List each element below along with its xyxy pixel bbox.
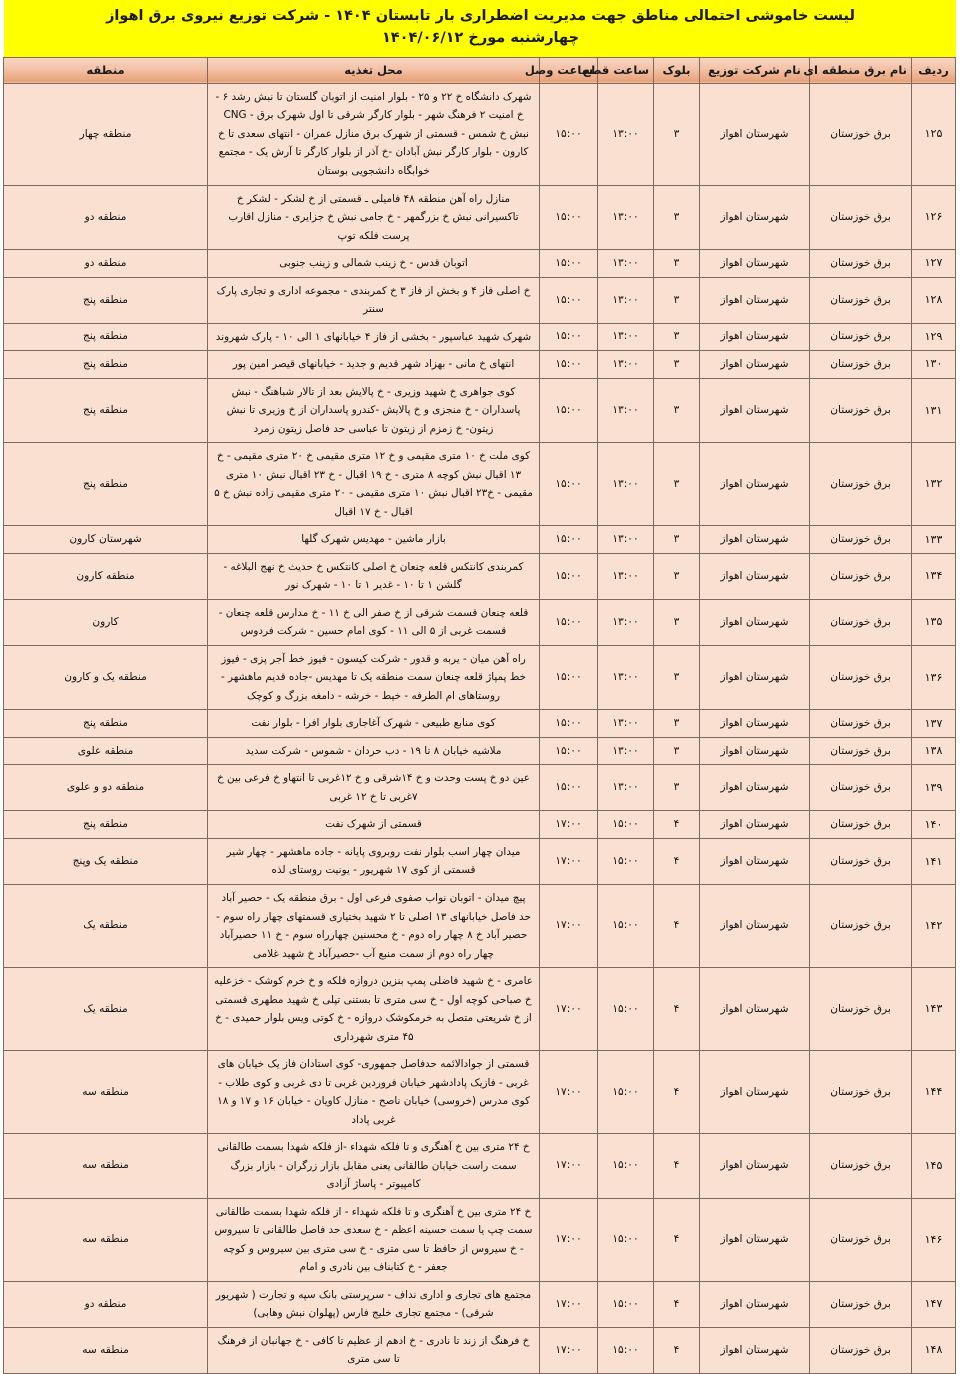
cell-zone: منطقه سه [4,1051,208,1134]
cell-regional-electric: برق خوزستان [810,277,912,323]
cell-distribution-company: شهرستان اهواز [700,968,810,1051]
cell-block: ۴ [654,1327,700,1373]
cell-row-number: ۱۳۷ [912,710,956,738]
cell-outage-end-time: ۱۵:۰۰ [540,765,598,811]
table-row [4,645,956,710]
cell-outage-start-time: ۱۵:۰۰ [598,1327,654,1373]
title-banner [4,0,956,57]
cell-block: ۴ [654,884,700,967]
cell-row-number: ۱۲۷ [912,250,956,278]
table-row [4,1281,956,1327]
cell-distribution-company: شهرستان اهواز [700,645,810,710]
cell-zone: منطقه پنج [4,811,208,839]
cell-outage-start-time: ۱۵:۰۰ [598,811,654,839]
table-row [4,1327,956,1373]
cell-row-number: ۱۴۷ [912,1281,956,1327]
cell-distribution-company: شهرستان اهواز [700,811,810,839]
cell-distribution-company: شهرستان اهواز [700,553,810,599]
cell-outage-end-time: ۱۷:۰۰ [540,1051,598,1134]
cell-regional-electric: برق خوزستان [810,737,912,765]
cell-distribution-company: شهرستان اهواز [700,1327,810,1373]
cell-feed-location: بازار ماشین - مهدیس شهرک گلها [208,526,540,554]
outage-table [3,57,956,1374]
cell-row-number: ۱۳۳ [912,526,956,554]
cell-outage-start-time: ۱۳:۰۰ [598,83,654,185]
cell-zone: کارون [4,599,208,645]
cell-block: ۳ [654,765,700,811]
cell-row-number: ۱۴۸ [912,1327,956,1373]
cell-outage-end-time: ۱۵:۰۰ [540,599,598,645]
cell-distribution-company: شهرستان اهواز [700,765,810,811]
cell-regional-electric: برق خوزستان [810,1327,912,1373]
header-row [4,57,956,83]
cell-outage-start-time: ۱۳:۰۰ [598,351,654,379]
cell-feed-location: قلعه چنعان قسمت شرقی از خ صفر الی خ ۱۱ - خ مدارس قلعه چنعان - قسمت غربی از ۵ الی ۱۱ - کوی امام حسین - شرکت فردوس [208,599,540,645]
cell-distribution-company: شهرستان اهواز [700,884,810,967]
table-row [4,765,956,811]
table-row [4,811,956,839]
cell-regional-electric: برق خوزستان [810,185,912,250]
cell-zone: منطقه یک [4,968,208,1051]
cell-feed-location: راه آهن میان - یربه و قدور - شرکت کیسون - فیوز خط آجر پزی - فیوز خط پمپاژ قلعه چنعان سمت منطقه یک تا مهدیس -جاده قدیم ماهشهر - روستاهای ام الطرفه - خیط - خرشه - دامغه بزرگ و کوچک [208,645,540,710]
cell-zone: منطقه پنج [4,443,208,526]
cell-outage-end-time: ۱۵:۰۰ [540,351,598,379]
cell-regional-electric: برق خوزستان [810,838,912,884]
table-row [4,1051,956,1134]
cell-block: ۳ [654,277,700,323]
cell-outage-start-time: ۱۵:۰۰ [598,968,654,1051]
cell-block: ۴ [654,811,700,839]
cell-block: ۳ [654,378,700,443]
cell-zone: منطقه پنج [4,351,208,379]
title-line-date: چهارشنبه مورخ ۱۴۰۴/۰۶/۱۲ [381,30,580,47]
cell-outage-start-time: ۱۳:۰۰ [598,443,654,526]
cell-outage-end-time: ۱۵:۰۰ [540,553,598,599]
cell-outage-end-time: ۱۵:۰۰ [540,378,598,443]
cell-regional-electric: برق خوزستان [810,83,912,185]
cell-zone: منطقه یک وپنج [4,838,208,884]
cell-feed-location: شهرک دانشگاه خ ۲۲ و ۲۵ - بلوار امنیت از اتوبان گلستان تا نبش رشد ۶ - خ امنیت ۲ فرهنگ شهر - بلوار کارگر شرقی تا اول شهرک برق - CNG نبش خ شمس - قسمتی از شهرک برق منازل عمران - انتهای سعدی تا خ کارون - بلوار کارگر نبش آبادان -خ آذر از بلوار کارگر تا آرش یک - مجتمع خوابگاه دانشجویی بوستان [208,83,540,185]
table-row [4,553,956,599]
cell-feed-location: میدان چهار اسب بلوار نفت روبروی پایانه - جاده ماهشهر - چهار شیر قسمتی از کوی ۱۷ شهریور - یونیت روستای لذه [208,838,540,884]
cell-regional-electric: برق خوزستان [810,323,912,351]
cell-block: ۳ [654,645,700,710]
cell-block: ۳ [654,737,700,765]
cell-row-number: ۱۳۱ [912,378,956,443]
column-header-zone: منطقه [4,57,208,83]
cell-outage-end-time: ۱۵:۰۰ [540,443,598,526]
cell-block: ۳ [654,443,700,526]
cell-distribution-company: شهرستان اهواز [700,710,810,738]
column-header-outage-start-time: ساعت قطع [598,57,654,83]
cell-block: ۳ [654,250,700,278]
table-row [4,443,956,526]
cell-row-number: ۱۳۵ [912,599,956,645]
cell-outage-start-time: ۱۵:۰۰ [598,1198,654,1281]
table-row [4,1134,956,1199]
cell-distribution-company: شهرستان اهواز [700,737,810,765]
cell-zone: منطقه دو [4,185,208,250]
cell-distribution-company: شهرستان اهواز [700,250,810,278]
cell-outage-start-time: ۱۵:۰۰ [598,884,654,967]
cell-feed-location: خ ۲۴ متری بین خ آهنگری و تا فلکه شهداء - از فلکه شهدا بسمت طالقانی سمت چپ یا سمت حسینه اعظم - خ سعدی حد فاصل طالقانی تا سیروس - خ سیروس از حافظ تا سی متری - خ سی متری بین سیروس و کوچه جعفر - خ کتابناف بین نادری و امام [208,1198,540,1281]
cell-distribution-company: شهرستان اهواز [700,83,810,185]
cell-feed-location: خ فرهنگ از زند تا نادری - خ ادهم از عظیم تا کافی - خ جهانبان از فرهنگ تا سی متری [208,1327,540,1373]
cell-feed-location: عین دو خ پست وحدت و خ ۱۴شرقی و خ ۱۲غربی تا انتهاو خ فرعی بین خ ۷غربی تا خ ۱۲ غربی [208,765,540,811]
cell-row-number: ۱۲۹ [912,323,956,351]
cell-row-number: ۱۴۴ [912,1051,956,1134]
cell-zone: منطقه پنج [4,378,208,443]
cell-outage-start-time: ۱۳:۰۰ [598,277,654,323]
cell-block: ۴ [654,838,700,884]
cell-block: ۴ [654,1134,700,1199]
cell-zone: منطقه دو [4,250,208,278]
table-row [4,185,956,250]
cell-feed-location: خ اصلی فاز ۴ و بخش از فاز ۳ خ کمربندی - مجموعه اداری و تجاری پارک سنتر [208,277,540,323]
cell-regional-electric: برق خوزستان [810,526,912,554]
cell-outage-start-time: ۱۳:۰۰ [598,765,654,811]
cell-distribution-company: شهرستان اهواز [700,378,810,443]
cell-outage-end-time: ۱۵:۰۰ [540,710,598,738]
cell-outage-end-time: ۱۷:۰۰ [540,1134,598,1199]
cell-zone: شهرستان کارون [4,526,208,554]
cell-zone: منطقه پنج [4,710,208,738]
cell-regional-electric: برق خوزستان [810,1134,912,1199]
cell-row-number: ۱۳۲ [912,443,956,526]
cell-regional-electric: برق خوزستان [810,645,912,710]
cell-outage-start-time: ۱۵:۰۰ [598,838,654,884]
cell-block: ۳ [654,599,700,645]
cell-distribution-company: شهرستان اهواز [700,443,810,526]
cell-block: ۳ [654,553,700,599]
cell-feed-location: اتوبان قدس - خ زینب شمالی و زینب جنوبی [208,250,540,278]
cell-outage-start-time: ۱۳:۰۰ [598,737,654,765]
table-row [4,526,956,554]
cell-row-number: ۱۴۵ [912,1134,956,1199]
cell-outage-end-time: ۱۵:۰۰ [540,83,598,185]
cell-regional-electric: برق خوزستان [810,599,912,645]
cell-feed-location: شهرک شهید عباسپور - بخشی از فاز ۴ خیابانهای ۱ الی ۱۰ - پارک شهروند [208,323,540,351]
cell-outage-end-time: ۱۷:۰۰ [540,1327,598,1373]
cell-outage-end-time: ۱۵:۰۰ [540,645,598,710]
cell-zone: منطقه سه [4,1134,208,1199]
cell-block: ۴ [654,1281,700,1327]
cell-block: ۴ [654,1051,700,1134]
cell-feed-location: کوی منابع طبیعی - شهرک آغاجاری بلوار افرا - بلوار نفت [208,710,540,738]
cell-block: ۳ [654,83,700,185]
cell-row-number: ۱۳۶ [912,645,956,710]
column-header-row-number: ردیف [912,57,956,83]
cell-outage-end-time: ۱۵:۰۰ [540,185,598,250]
cell-feed-location: عامری - خ شهید فاضلی پمپ بنزین دروازه فلکه و خ خرم کوشک - خزعلیه خ صباحی کوچه اول - خ سی متری تا بستنی تپلی خ شهید مطهری قسمتی از خ شریعتی متصل به خرمکوشک دروازه - خ کوتی ویس بلوار حمیدی - خ ۴۵ متری شهرداری [208,968,540,1051]
cell-block: ۳ [654,323,700,351]
cell-zone: منطقه سه [4,1198,208,1281]
cell-distribution-company: شهرستان اهواز [700,1051,810,1134]
table-row [4,1198,956,1281]
cell-row-number: ۱۲۶ [912,185,956,250]
title-line-main: لیست خاموشی احتمالی مناطق جهت مدیریت اضطراری بار تابستان ۱۴۰۴ - شرکت توزیع نیروی برق اهواز [106,8,855,24]
cell-regional-electric: برق خوزستان [810,351,912,379]
cell-regional-electric: برق خوزستان [810,1281,912,1327]
column-header-block: بلوک [654,57,700,83]
cell-outage-start-time: ۱۳:۰۰ [598,185,654,250]
cell-block: ۳ [654,710,700,738]
cell-distribution-company: شهرستان اهواز [700,1198,810,1281]
cell-zone: منطقه دو و علوی [4,765,208,811]
column-header-distribution-company: نام شرکت توزیع [700,57,810,83]
cell-outage-end-time: ۱۷:۰۰ [540,838,598,884]
cell-row-number: ۱۴۲ [912,884,956,967]
table-row [4,323,956,351]
cell-feed-location: ملاشیه خیابان ۸ تا ۱۹ - دب حردان - شموس - شرکت سدید [208,737,540,765]
cell-row-number: ۱۳۰ [912,351,956,379]
column-header-outage-end-time: ساعت وصل [540,57,598,83]
table-body [4,83,956,1373]
cell-feed-location: خ ۲۴ متری بین خ آهنگری و تا فلکه شهداء -از فلکه شهدا بسمت طالقانی سمت راست خیابان طالقانی یعنی مقابل بازار زرگران - بازار بزرگ کامپیوتر - پاساژ آزادی [208,1134,540,1199]
cell-distribution-company: شهرستان اهواز [700,838,810,884]
cell-outage-start-time: ۱۳:۰۰ [598,526,654,554]
cell-zone: منطقه چهار [4,83,208,185]
cell-row-number: ۱۴۶ [912,1198,956,1281]
cell-outage-end-time: ۱۷:۰۰ [540,968,598,1051]
cell-distribution-company: شهرستان اهواز [700,1134,810,1199]
cell-block: ۳ [654,351,700,379]
cell-regional-electric: برق خوزستان [810,765,912,811]
cell-distribution-company: شهرستان اهواز [700,351,810,379]
cell-outage-start-time: ۱۳:۰۰ [598,323,654,351]
cell-feed-location: کوی ملت خ ۱۰ متری مقیمی و خ ۱۲ متری مقیمی خ ۲۰ متری مقیمی - خ ۱۳ اقبال نبش کوچه ۸ متری - خ ۱۹ اقبال - خ ۲۳ اقبال نبش ۱۰ متری مقیمی - خ۲۳ اقبال نبش ۱۰ متری مقیمی - ۲۰ متری مقیمی زاده نبش خ ۵ اقبال - خ ۱۷ اقبال [208,443,540,526]
cell-regional-electric: برق خوزستان [810,1198,912,1281]
cell-outage-start-time: ۱۳:۰۰ [598,710,654,738]
cell-outage-end-time: ۱۷:۰۰ [540,811,598,839]
cell-zone: منطقه یک و کارون [4,645,208,710]
cell-outage-start-time: ۱۵:۰۰ [598,1134,654,1199]
cell-zone: منطقه پنج [4,277,208,323]
cell-regional-electric: برق خوزستان [810,250,912,278]
cell-row-number: ۱۲۸ [912,277,956,323]
table-header [4,57,956,83]
column-header-regional-electric: نام برق منطقه ای [810,57,912,83]
table-row [4,737,956,765]
cell-row-number: ۱۳۹ [912,765,956,811]
cell-outage-start-time: ۱۳:۰۰ [598,250,654,278]
cell-outage-start-time: ۱۳:۰۰ [598,378,654,443]
cell-row-number: ۱۳۸ [912,737,956,765]
cell-zone: منطقه سه [4,1327,208,1373]
cell-outage-end-time: ۱۷:۰۰ [540,1198,598,1281]
cell-distribution-company: شهرستان اهواز [700,277,810,323]
cell-row-number: ۱۴۱ [912,838,956,884]
cell-feed-location: مجتمع های تجاری و اداری نداف - سرپرستی بانک سپه و تجارت ( شهریور شرقی) - مجتمع تجاری خلیج فارس (پهلوان نبش وهابی) [208,1281,540,1327]
table-row [4,710,956,738]
cell-row-number: ۱۳۴ [912,553,956,599]
cell-regional-electric: برق خوزستان [810,710,912,738]
cell-zone: منطقه یک [4,884,208,967]
cell-distribution-company: شهرستان اهواز [700,323,810,351]
table-row [4,884,956,967]
cell-block: ۴ [654,968,700,1051]
cell-regional-electric: برق خوزستان [810,884,912,967]
cell-feed-location: انتهای خ مانی - بهزاد شهر قدیم و جدید - خیابانهای قیصر امین پور [208,351,540,379]
cell-distribution-company: شهرستان اهواز [700,599,810,645]
table-row [4,277,956,323]
cell-distribution-company: شهرستان اهواز [700,1281,810,1327]
cell-feed-location: منازل راه آهن منطقه ۴۸ فامیلی ـ قسمتی از خ لشکر - لشکر خ تاکسیرانی نبش خ بزرگمهر - خ جامی نبش خ جزایری - منازل اقارب پرست فلکه توپ [208,185,540,250]
cell-outage-end-time: ۱۵:۰۰ [540,250,598,278]
cell-feed-location: پیچ میدان - اتوبان نواب صفوی فرعی اول - برق منطقه یک - حصیر آباد حد فاصل خیابانهای ۱۳ اصلی تا ۲ شهید بختیاری قسمتهای چهار راه سوم - حصیر آباد خ ۸ چهار راه دوم - خ محسنین چهارراه سوم - خ ۱۱ حصیرآباد چهار راه دوم از سمت منبع آب -حصیرآباد خ شهید غلامی [208,884,540,967]
cell-feed-location: قسمتی از شهرک نفت [208,811,540,839]
cell-outage-end-time: ۱۵:۰۰ [540,277,598,323]
cell-regional-electric: برق خوزستان [810,553,912,599]
cell-zone: منطقه علوی [4,737,208,765]
table-row [4,378,956,443]
cell-regional-electric: برق خوزستان [810,811,912,839]
table-row [4,968,956,1051]
table-row [4,351,956,379]
cell-feed-location: قسمتی از جوادالائمه حدفاصل جمهوری- کوی استادان فاز یک خیابان های غربی - فازیک پادادشهر خیابان فروردین غربی تا دی غربی و کوی طلاب - کوی مدرس (خروسی) خیابان ناصح - منازل کاویان - خیابان ۱۶ و ۱۷ و ۱۸ غربی پاداد [208,1051,540,1134]
cell-feed-location: کمربندی کانتکس قلعه چنعان خ اصلی کانتکس خ حدیث خ نهج البلاغه - گلشن ۱ تا ۱۰ - غدیر ۱ تا ۱۰ - شهرک نور [208,553,540,599]
column-header-feed-location: محل تغذیه [208,57,540,83]
cell-outage-start-time: ۱۳:۰۰ [598,645,654,710]
cell-distribution-company: شهرستان اهواز [700,526,810,554]
cell-outage-start-time: ۱۵:۰۰ [598,1051,654,1134]
table-row [4,838,956,884]
cell-outage-start-time: ۱۵:۰۰ [598,1281,654,1327]
cell-outage-end-time: ۱۵:۰۰ [540,526,598,554]
cell-outage-start-time: ۱۳:۰۰ [598,553,654,599]
cell-block: ۳ [654,185,700,250]
cell-outage-end-time: ۱۵:۰۰ [540,737,598,765]
cell-zone: منطقه دو [4,1281,208,1327]
table-row [4,83,956,185]
cell-distribution-company: شهرستان اهواز [700,185,810,250]
cell-regional-electric: برق خوزستان [810,443,912,526]
cell-feed-location: کوی جواهری خ شهید وزیری - خ پالایش بعد از تالار شباهنگ - نبش پاسداران - خ منجزی و خ پالایش -کندرو پاسداران از خ وزیری تا نبش زیتون- خ زمزم از زیتون تا عباسی حد فاصل زیتون زمرد [208,378,540,443]
cell-zone: منطقه کارون [4,553,208,599]
cell-block: ۴ [654,1198,700,1281]
table-row [4,250,956,278]
cell-regional-electric: برق خوزستان [810,378,912,443]
cell-zone: منطقه پنج [4,323,208,351]
cell-outage-end-time: ۱۷:۰۰ [540,1281,598,1327]
cell-regional-electric: برق خوزستان [810,1051,912,1134]
cell-row-number: ۱۴۰ [912,811,956,839]
cell-block: ۳ [654,526,700,554]
table-row [4,599,956,645]
cell-outage-end-time: ۱۵:۰۰ [540,323,598,351]
cell-row-number: ۱۲۵ [912,83,956,185]
cell-outage-end-time: ۱۷:۰۰ [540,884,598,967]
cell-regional-electric: برق خوزستان [810,968,912,1051]
cell-row-number: ۱۴۳ [912,968,956,1051]
cell-outage-start-time: ۱۳:۰۰ [598,599,654,645]
